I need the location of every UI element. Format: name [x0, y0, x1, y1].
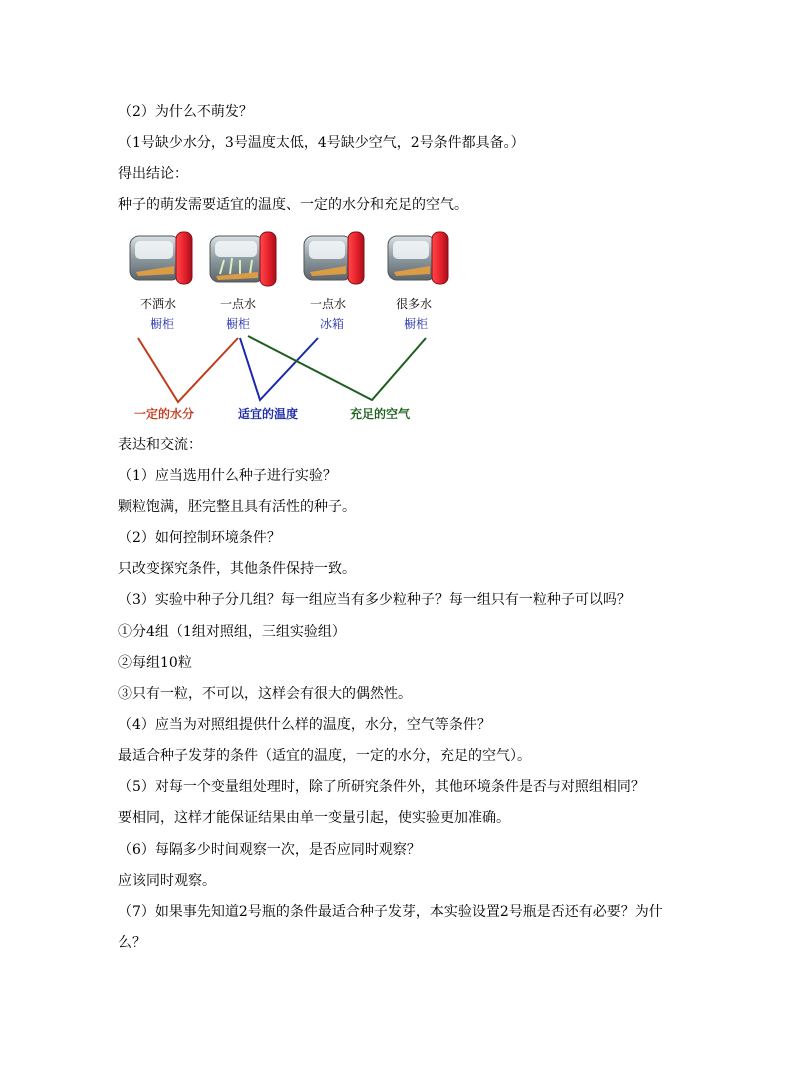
jar-2: [210, 232, 276, 286]
text-line-17: 要相同，这样才能保证结果由单一变量引起，使实验更加准确。: [118, 810, 510, 826]
condition-temperature-label: 适宜的温度: [237, 407, 299, 421]
text-line-2: （1号缺少水分，3号温度太低，4号缺少空气，2号条件都具备。）: [118, 135, 525, 151]
temperature-connector-line: [240, 338, 318, 400]
text-line-3: 得出结论：: [118, 166, 188, 182]
text-line-8: （2）如何控制环境条件？: [118, 530, 281, 546]
water-connector-line: [138, 338, 238, 402]
jar-1: [130, 232, 192, 284]
text-line-10: （3）实验中种子分几组？每一组应当有多少粒种子？每一组只有一粒种子可以吗？: [118, 592, 631, 608]
text-line-20: （7）如果事先知道2号瓶的条件最适合种子发芽，本实验设置2号瓶是否还有必要？为什: [118, 904, 663, 920]
seed-experiment-figure: [118, 226, 478, 432]
air-connector-line: [248, 336, 426, 400]
jar-1-water-label: 不洒水: [139, 297, 177, 311]
jar-3-place-label: 冰箱: [319, 317, 345, 331]
condition-air-label: 充足的空气: [349, 407, 411, 421]
jar-4-place-label: 橱柜: [403, 317, 429, 331]
text-line-1: （2）为什么不萌发？: [118, 104, 253, 120]
jar-1-place-label: 橱柜: [149, 317, 175, 331]
text-line-18: （6）每隔多少时间观察一次，是否应同时观察？: [118, 842, 421, 858]
text-line-9: 只改变探究条件，其他条件保持一致。: [118, 561, 356, 577]
text-line-21: 么？: [118, 935, 146, 951]
condition-water-label: 一定的水分: [133, 407, 195, 421]
jar-3: [304, 232, 364, 284]
text-line-13: ③只有一粒，不可以，这样会有很大的偶然性。: [118, 686, 412, 702]
jar-3-water-label: 一点水: [309, 297, 347, 311]
text-line-11: ①分4组（1组对照组，三组实验组）: [118, 624, 346, 640]
text-line-5: 表达和交流：: [118, 437, 202, 453]
text-line-19: 应该同时观察。: [118, 873, 216, 889]
text-line-7: 颗粒饱满，胚完整且具有活性的种子。: [118, 499, 356, 515]
jar-2-place-label: 橱柜: [225, 317, 251, 331]
text-line-6: （1）应当选用什么种子进行实验？: [118, 468, 337, 484]
text-line-4: 种子的萌发需要适宜的温度、一定的水分和充足的空气。: [118, 197, 468, 213]
text-line-16: （5）对每一个变量组处理时，除了所研究条件外，其他环境条件是否与对照组相同？: [118, 779, 645, 795]
jar-4: [388, 232, 448, 284]
jar-2-water-label: 一点水: [219, 297, 257, 311]
jar-4-water-label: 很多水: [395, 297, 433, 311]
text-line-12: ②每组10粒: [118, 655, 192, 671]
text-line-15: 最适合种子发芽的条件（适宜的温度，一定的水分，充足的空气）。: [118, 748, 531, 764]
text-line-14: （4）应当为对照组提供什么样的温度，水分，空气等条件？: [118, 717, 491, 733]
